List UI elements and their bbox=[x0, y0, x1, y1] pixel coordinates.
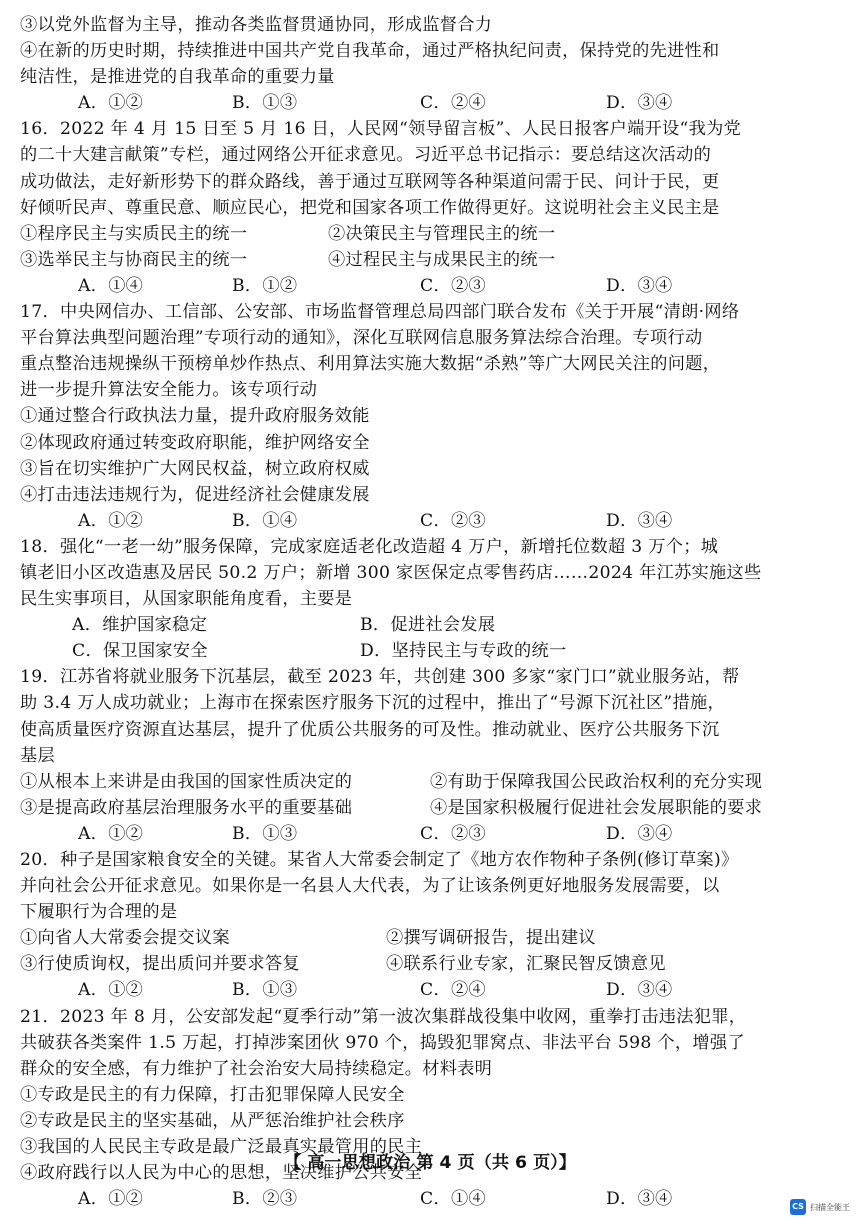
prev-item-4-line1: ④在新的历史时期，持续推进中国共产党自我革命，通过严格执纪问责，保持党的先进性和 bbox=[20, 41, 720, 62]
q16-items-row2 bbox=[20, 247, 846, 273]
prev-item-4-line2: 纯洁性，是推进党的自我革命的重要力量 bbox=[20, 67, 335, 88]
q16-stem-line1: 16．2022 年 4 月 15 日至 5 月 16 日，人民网“领导留言板”、人民日报客户端开设“我为党 bbox=[20, 119, 742, 140]
q19-stem-line1: 19．江苏省将就业服务下沉基层，截至 2023 年，共创建 300 多家“家门口”就业服务站，帮 bbox=[20, 667, 740, 688]
q20-item-1: ①向省人大常委会提交议案 bbox=[20, 928, 230, 949]
q18-stem-line3: 民生实事项目，从国家职能角度看，主要是 bbox=[20, 589, 353, 610]
option-c: C．②③ bbox=[420, 823, 486, 844]
q16-item-1: ①程序民主与实质民主的统一 bbox=[20, 223, 248, 244]
option-c: C．②④ bbox=[420, 980, 486, 1001]
q19-options bbox=[20, 821, 846, 847]
q18-stem-line1: 18．强化“一老一幼”服务保障，完成家庭适老化改造超 4 万户，新增托位数超 3 万个；城 bbox=[20, 536, 719, 557]
q20-items-row1 bbox=[20, 925, 846, 951]
q21-stem-line1: 21．2023 年 8 月，公安部发起“夏季行动”第一波次集群战役集中收网，重拳打击违法犯罪， bbox=[20, 1006, 747, 1027]
q20-options bbox=[20, 977, 846, 1003]
option-b: B．①④ bbox=[232, 510, 298, 531]
q19-item-2: ②有助于保障我国公民政治权利的充分实现 bbox=[430, 771, 763, 792]
option-a: A．维护国家稳定 bbox=[72, 615, 208, 636]
q21-item-1: ①专政是民主的有力保障，打击犯罪保障人民安全 bbox=[20, 1084, 405, 1105]
q16-item-3: ③选举民主与协商民主的统一 bbox=[20, 249, 248, 270]
option-b: B．①③ bbox=[232, 980, 298, 1001]
q20-item-4: ④联系行业专家，汇聚民智反馈意见 bbox=[386, 954, 666, 975]
option-a: A．①② bbox=[78, 510, 144, 531]
q17-stem-line2: 平台算法典型问题治理”专项行动的通知》，深化互联网信息服务算法综合治理。专项行动 bbox=[20, 328, 703, 349]
q21-stem-line2: 共破获各类案件 1.5 万起，打掉涉案团伙 970 个，捣毁犯罪窝点、非法平台 598 个，增强了 bbox=[20, 1032, 745, 1053]
q21-stem-line3: 群众的安全感，有力维护了社会治安大局持续稳定。材料表明 bbox=[20, 1058, 493, 1079]
option-a: A．①② bbox=[78, 93, 144, 114]
prev-options bbox=[20, 90, 846, 116]
q19-item-3: ③是提高政府基层治理服务水平的重要基础 bbox=[20, 797, 353, 818]
q21-item-3: ③我国的人民民主专政是最广泛最真实最管用的民主 bbox=[20, 1137, 423, 1158]
q18-options-row2 bbox=[20, 638, 846, 664]
page-footer: 【 高一思想政治 第 4 页（共 6 页）】 bbox=[284, 1153, 576, 1173]
q19-stem-line2: 助 3.4 万人成功就业；上海市在探索医疗服务下沉的过程中，推出了“号源下沉社区”措施， bbox=[20, 693, 725, 714]
option-b: B．促进社会发展 bbox=[360, 615, 496, 636]
option-b: B．②③ bbox=[232, 1189, 298, 1210]
q21-item-4: ④政府践行以人民为中心的思想，坚决维护公共安全 bbox=[20, 1163, 423, 1184]
watermark-text: 扫描全能王 bbox=[810, 1202, 850, 1212]
q16-stem-line3: 成功做法，走好新形势下的群众路线，善于通过互联网等各种渠道问需于民、问计于民，更 bbox=[20, 171, 720, 192]
q16-item-2: ②决策民主与管理民主的统一 bbox=[328, 223, 556, 244]
option-d: D．③④ bbox=[606, 980, 673, 1001]
camscanner-logo-icon: CS bbox=[790, 1199, 806, 1215]
q19-item-1: ①从根本上来讲是由我国的国家性质决定的 bbox=[20, 771, 353, 792]
q20-item-3: ③行使质询权，提出质问并要求答复 bbox=[20, 954, 300, 975]
option-b: B．①③ bbox=[232, 823, 298, 844]
option-c: C．保卫国家安全 bbox=[72, 641, 208, 662]
exam-page bbox=[20, 12, 846, 1212]
q20-item-2: ②撰写调研报告，提出建议 bbox=[386, 928, 596, 949]
q19-items-row2 bbox=[20, 795, 846, 821]
q17-item-2: ②体现政府通过转变政府职能，维护网络安全 bbox=[20, 432, 370, 453]
option-d: D．③④ bbox=[606, 823, 673, 844]
q17-item-4: ④打击违法违规行为，促进经济社会健康发展 bbox=[20, 484, 370, 505]
option-a: A．①② bbox=[78, 1189, 144, 1210]
option-b: B．①② bbox=[232, 275, 298, 296]
option-d: D．坚持民主与专政的统一 bbox=[360, 641, 567, 662]
q17-stem-line3: 重点整治违规操纵干预榜单炒作热点、利用算法实施大数据“杀熟”等广大网民关注的问题， bbox=[20, 354, 721, 375]
prev-item-3: ③以党外监督为主导，推动各类监督贯通协同，形成监督合力 bbox=[20, 15, 493, 35]
option-c: C．②③ bbox=[420, 510, 486, 531]
q20-stem-line1: 20．种子是国家粮食安全的关键。某省人大常委会制定了《地方农作物种子条例(修订草案)》 bbox=[20, 850, 739, 870]
q16-stem-line2: 的二十大建言献策”专栏，通过网络公开征求意见。习近平总书记指示：要总结这次活动的 bbox=[20, 145, 712, 166]
q21-options bbox=[20, 1186, 846, 1212]
q17-item-1: ①通过整合行政执法力量，提升政府服务效能 bbox=[20, 406, 370, 427]
scanner-watermark bbox=[790, 1199, 850, 1215]
q16-item-4: ④过程民主与成果民主的统一 bbox=[328, 249, 556, 270]
option-c: C．①④ bbox=[420, 1189, 486, 1210]
q19-stem-line4: 基层 bbox=[20, 745, 55, 766]
option-a: A．①② bbox=[78, 980, 144, 1001]
q20-stem-line3: 下履职行为合理的是 bbox=[20, 902, 178, 923]
option-c: C．②③ bbox=[420, 275, 486, 296]
q17-options bbox=[20, 508, 846, 534]
q19-stem-line3: 使高质量医疗资源直达基层，提升了优质公共服务的可及性。推动就业、医疗公共服务下沉 bbox=[20, 719, 720, 740]
q16-items-row1 bbox=[20, 221, 846, 247]
q20-items-row2 bbox=[20, 951, 846, 977]
option-b: B．①③ bbox=[232, 93, 298, 114]
q18-options-row1 bbox=[20, 612, 846, 638]
q19-items-row1 bbox=[20, 769, 846, 795]
option-a: A．①② bbox=[78, 823, 144, 844]
option-d: D．③④ bbox=[606, 93, 673, 114]
q16-stem-line4: 好倾听民声、尊重民意、顺应民心，把党和国家各项工作做得更好。这说明社会主义民主是 bbox=[20, 197, 720, 218]
option-d: D．③④ bbox=[606, 1189, 673, 1210]
q20-stem-line2: 并向社会公开征求意见。如果你是一名县人大代表，为了让该条例更好地服务发展需要，以 bbox=[20, 876, 720, 897]
option-d: D．③④ bbox=[606, 510, 673, 531]
q16-options bbox=[20, 273, 846, 299]
q19-item-4: ④是国家积极履行促进社会发展职能的要求 bbox=[430, 797, 763, 818]
q17-stem-line1: 17．中央网信办、工信部、公安部、市场监督管理总局四部门联合发布《关于开展“清朗·网络 bbox=[20, 302, 740, 323]
option-a: A．①④ bbox=[78, 275, 144, 296]
option-c: C．②④ bbox=[420, 93, 486, 114]
q17-item-3: ③旨在切实维护广大网民权益，树立政府权威 bbox=[20, 458, 370, 479]
option-d: D．③④ bbox=[606, 275, 673, 296]
q18-stem-line2: 镇老旧小区改造惠及居民 50.2 万户；新增 300 家医保定点零售药店……2024 年江苏实施这些 bbox=[20, 562, 762, 583]
q21-item-2: ②专政是民主的坚实基础，从严惩治维护社会秩序 bbox=[20, 1110, 405, 1131]
q17-stem-line4: 进一步提升算法安全能力。该专项行动 bbox=[20, 380, 318, 401]
